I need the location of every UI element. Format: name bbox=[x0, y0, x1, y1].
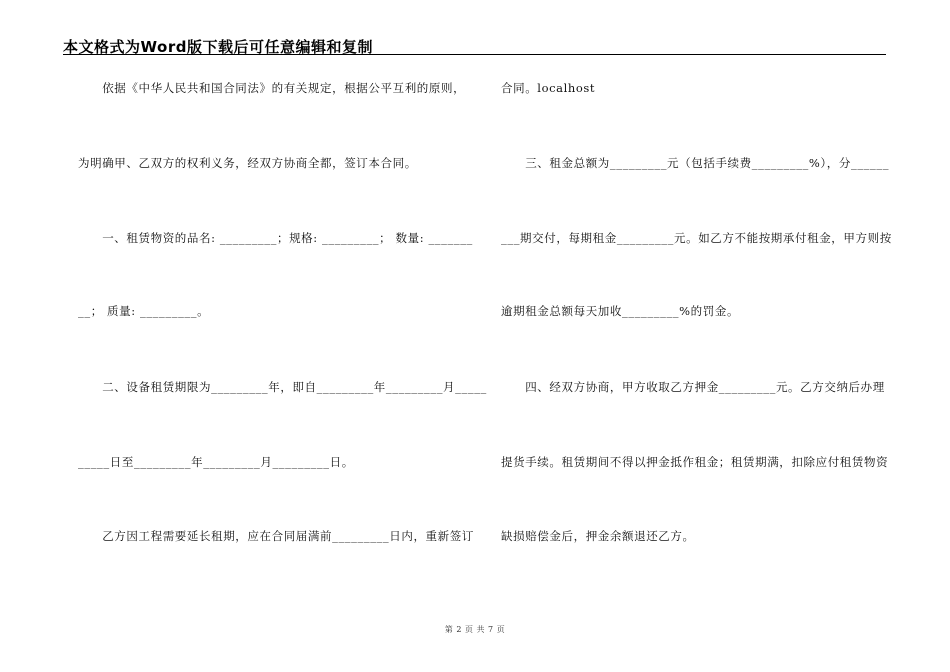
document-header: 本文格式为Word版下载后可任意编辑和复制 bbox=[63, 38, 373, 56]
left-line-2: 为明确甲、乙双方的权利义务，经双方协商全都，签订本合同。 bbox=[78, 156, 417, 170]
header-divider bbox=[63, 54, 886, 55]
right-line-7: 缺损赔偿金后，押金余额退还乙方。 bbox=[501, 529, 695, 543]
left-line-1: 依据《中华人民共和国合同法》的有关规定，根据公平互利的原则， bbox=[78, 81, 466, 95]
left-line-4: __； 质量: _________。 bbox=[78, 304, 210, 318]
right-line-4: 逾期租金总额每天加收_________%的罚金。 bbox=[501, 304, 740, 318]
left-line-7: 乙方因工程需要延长租期，应在合同届满前_________日内，重新签订 bbox=[78, 529, 474, 543]
right-line-6: 提货手续。租赁期间不得以押金抵作租金；租赁期满，扣除应付租赁物资 bbox=[501, 455, 889, 469]
right-line-1: 合同。localhost bbox=[501, 81, 596, 95]
left-line-6: _____日至_________年_________月_________日。 bbox=[78, 455, 354, 469]
page-number: 第 2 页 共 7 页 bbox=[444, 625, 506, 634]
left-line-3: 一、租赁物资的品名: _________；规格: _________； 数量: _______ bbox=[78, 231, 473, 245]
left-line-5: 二、设备租赁期限为_________年，即自_________年_________月_____ bbox=[78, 380, 487, 394]
right-line-2: 三、租金总额为_________元（包括手续费_________%），分______ bbox=[501, 156, 890, 170]
right-line-3: ___期交付，每期租金_________元。如乙方不能按期承付租金，甲方则按 bbox=[501, 231, 892, 245]
right-line-5: 四、经双方协商，甲方收取乙方押金_________元。乙方交纳后办理 bbox=[501, 380, 885, 394]
